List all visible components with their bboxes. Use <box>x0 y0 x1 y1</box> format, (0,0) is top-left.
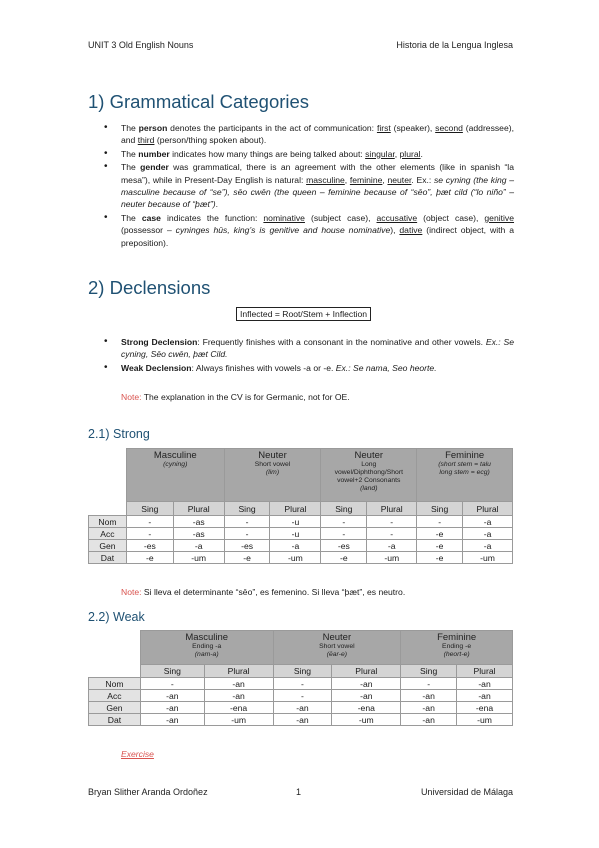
table-cell: -um <box>457 714 513 726</box>
section2-title: 2) Declensions <box>88 277 211 298</box>
table-cell: - <box>321 516 367 528</box>
table-cell: -e <box>126 552 173 564</box>
col-plural: Plural <box>332 665 401 678</box>
col-sing: Sing <box>321 502 367 516</box>
table-cell: -um <box>270 552 321 564</box>
weak-declension-table <box>88 630 513 726</box>
bullet-weak-declension: • Weak Declension: Always finishes with vowels -a or -e. Ex.: Se nama, Seo heorte. <box>104 362 514 374</box>
table-cell: -e <box>321 552 367 564</box>
table-cell: - <box>321 528 367 540</box>
col-sing: Sing <box>401 665 457 678</box>
row-case-label: Acc <box>89 528 127 540</box>
table-cell: -an <box>401 690 457 702</box>
weak-subtitle: 2.2) Weak <box>88 610 145 624</box>
header-course-title: Historia de la Lengua Inglesa <box>396 40 513 50</box>
col-plural: Plural <box>173 502 224 516</box>
table-cell: -ena <box>204 702 273 714</box>
row-case-label: Nom <box>89 678 141 690</box>
row-case-label: Gen <box>89 540 127 552</box>
table-cell: -an <box>401 714 457 726</box>
col-sing: Sing <box>417 502 463 516</box>
table-cell: -e <box>417 540 463 552</box>
table-cell: - <box>126 516 173 528</box>
table-cell: -an <box>273 714 332 726</box>
row-case-label: Gen <box>89 702 141 714</box>
table-row <box>89 528 513 540</box>
table-cell: -as <box>173 516 224 528</box>
table-cell: -an <box>332 678 401 690</box>
table-cell: -a <box>173 540 224 552</box>
table-cell: -e <box>224 552 270 564</box>
table-cell: -an <box>140 702 204 714</box>
row-case-label: Dat <box>89 714 141 726</box>
table-row <box>89 690 513 702</box>
col-sing: Sing <box>126 502 173 516</box>
table-cell: - <box>367 528 417 540</box>
table-row <box>89 516 513 528</box>
footer-author: Bryan Slither Aranda Ordoñez <box>88 787 208 797</box>
exercise-link[interactable]: Exercise <box>121 749 154 759</box>
footer-page-number: 1 <box>296 787 302 797</box>
table-cell: -a <box>463 528 513 540</box>
strong-group-neuter-long: Neuter Long vowel/Diphthong/Short vowel+2 Consonants (land) <box>321 449 417 502</box>
table-cell: - <box>417 516 463 528</box>
weak-group-feminine: Feminine Ending -e (heort-e) <box>401 631 513 665</box>
table-cell: - <box>126 528 173 540</box>
col-plural: Plural <box>204 665 273 678</box>
strong-group-neuter-short: Neuter Short vowel (lim) <box>224 449 321 502</box>
table-cell: -um <box>173 552 224 564</box>
table-cell: -an <box>273 702 332 714</box>
table-cell: -e <box>417 552 463 564</box>
table-cell: -a <box>367 540 417 552</box>
bullet-strong-declension: • Strong Declension: Frequently finishes with a consonant in the nominative and other vowels. Ex.: Se cyning, Sēo cwēn, þæt Cild. <box>104 336 514 361</box>
row-case-label: Dat <box>89 552 127 564</box>
table-cell: - <box>401 678 457 690</box>
row-case-label: Acc <box>89 690 141 702</box>
table-row <box>89 714 513 726</box>
col-sing: Sing <box>140 665 204 678</box>
table-cell: - <box>140 678 204 690</box>
note-cv-explanation: Note: The explanation in the CV is for Germanic, not for OE. <box>121 392 350 402</box>
table-row <box>89 702 513 714</box>
table-cell: -an <box>140 714 204 726</box>
col-plural: Plural <box>463 502 513 516</box>
weak-group-masculine: Masculine Ending -a (nam-a) <box>140 631 273 665</box>
strong-declension-table <box>88 448 513 564</box>
table-cell: -ena <box>457 702 513 714</box>
note-determiner-gender: Note: Si lleva el determinante “sēo”, es femenino. Si lleva “þæt”, es neutro. <box>121 587 406 597</box>
table-cell: -um <box>204 714 273 726</box>
table-cell: - <box>273 690 332 702</box>
table-cell: -an <box>332 690 401 702</box>
table-cell: -a <box>270 540 321 552</box>
table-row <box>89 540 513 552</box>
bullet-gender: • The gender was grammatical, there is an agreement with the other elements (like in spanish “la mesa”), while in Present-Day English is natural: masculine, feminine, neuter. Ex.: se cyning (the king – masculine because of “se”), sēo cwēn (the queen – feminine because of “sēo”, þæt cild (“lo niño” – neuter because of “þæt”). <box>104 161 514 211</box>
table-cell: -an <box>401 702 457 714</box>
strong-group-feminine: Feminine (short stem = talu long stem = ecg) <box>417 449 513 502</box>
strong-subtitle: 2.1) Strong <box>88 427 150 441</box>
table-cell: -a <box>463 540 513 552</box>
table-cell: -an <box>204 690 273 702</box>
bullet-person: • The person denotes the participants in the act of communication: first (speaker), second (addressee), and third (person/thing spoken about). <box>104 122 514 147</box>
table-cell: -es <box>321 540 367 552</box>
table-cell: -u <box>270 516 321 528</box>
bullet-number: • The number indicates how many things are being talked about: singular, plural. <box>104 148 514 160</box>
table-cell: -u <box>270 528 321 540</box>
grammatical-categories-list <box>104 122 514 250</box>
table-cell: -an <box>140 690 204 702</box>
table-cell: - <box>224 528 270 540</box>
table-cell: -um <box>332 714 401 726</box>
table-cell: -an <box>204 678 273 690</box>
table-cell: -um <box>463 552 513 564</box>
strong-group-masculine: Masculine (cyning) <box>126 449 224 502</box>
declensions-list <box>104 336 514 375</box>
col-plural: Plural <box>270 502 321 516</box>
inflection-formula-box: Inflected = Root/Stem + Inflection <box>236 307 371 321</box>
col-plural: Plural <box>457 665 513 678</box>
col-sing: Sing <box>273 665 332 678</box>
table-cell: -an <box>457 678 513 690</box>
table-cell: -as <box>173 528 224 540</box>
table-corner <box>89 449 127 502</box>
section1-title: 1) Grammatical Categories <box>88 91 310 112</box>
table-cell: -um <box>367 552 417 564</box>
bullet-case: • The case indicates the function: nominative (subject case), accusative (object case), genitive (possessor – cyninges hūs, king’s is genitive and house nominative), dative (indirect object, with a preposition). <box>104 212 514 249</box>
table-cell: - <box>367 516 417 528</box>
table-cell: -a <box>463 516 513 528</box>
footer-university: Universidad de Málaga <box>420 787 513 797</box>
table-cell: -an <box>457 690 513 702</box>
weak-group-neuter: Neuter Short vowel (ēar-e) <box>273 631 401 665</box>
table-row <box>89 678 513 690</box>
col-plural: Plural <box>367 502 417 516</box>
table-row <box>89 552 513 564</box>
table-cell: -es <box>126 540 173 552</box>
header-unit-title: UNIT 3 Old English Nouns <box>88 40 194 50</box>
row-case-label: Nom <box>89 516 127 528</box>
table-cell: - <box>224 516 270 528</box>
table-cell: -es <box>224 540 270 552</box>
table-cell: - <box>273 678 332 690</box>
col-sing: Sing <box>224 502 270 516</box>
table-cell: -ena <box>332 702 401 714</box>
table-cell: -e <box>417 528 463 540</box>
